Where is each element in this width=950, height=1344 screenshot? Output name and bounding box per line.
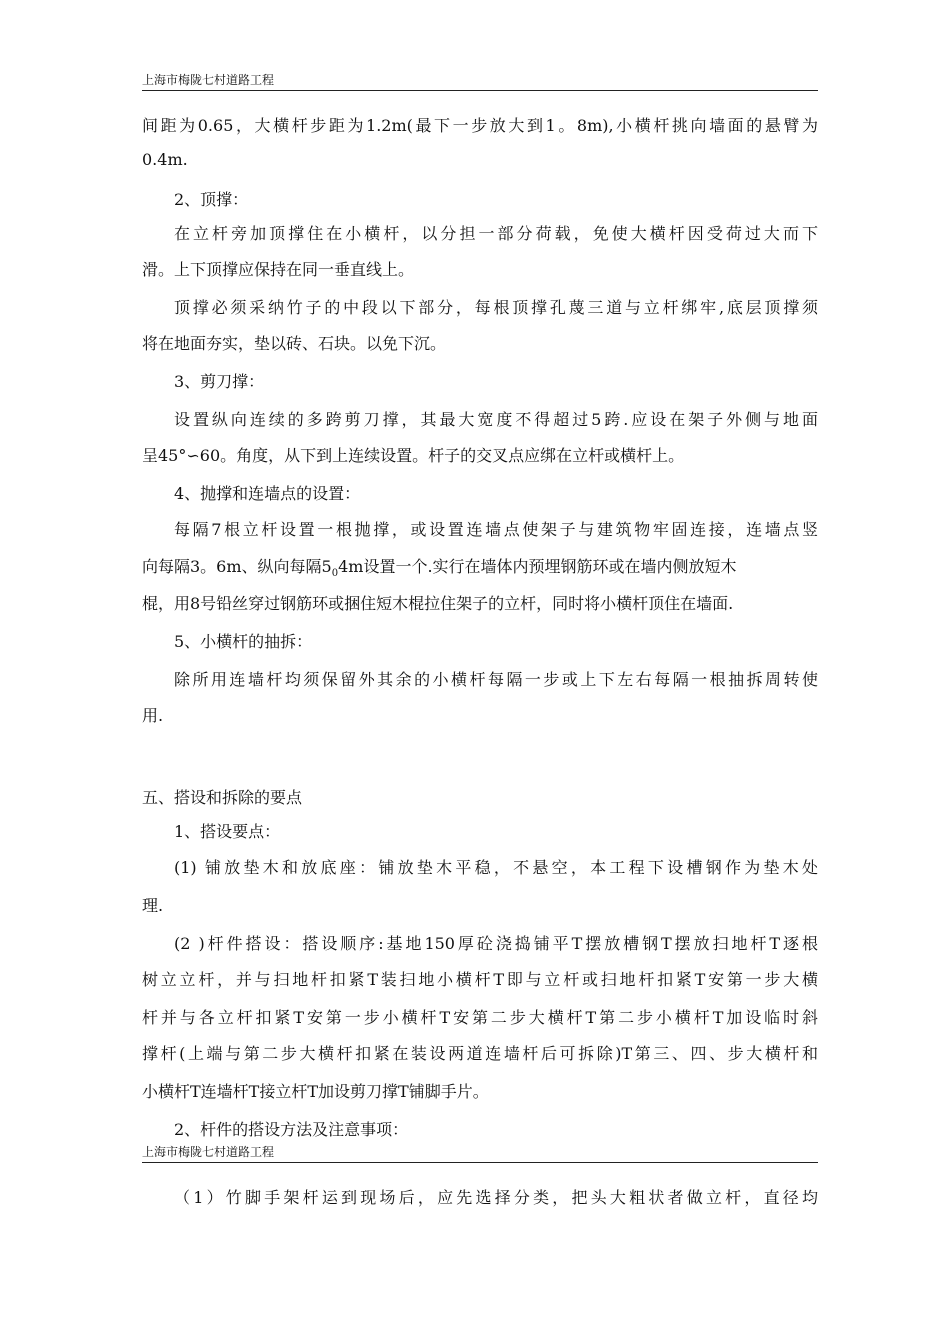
page-header <box>142 1144 818 1163</box>
section-heading: 2、顶撑： <box>174 190 249 209</box>
section-heading: 5、小横杆的抽拆： <box>174 632 313 651</box>
section-heading: 4、抛撑和连墙点的设置： <box>174 484 361 503</box>
paragraph-line: 除所用连墙杆均须保留外其余的小横杆每隔一步或上下左右每隔一根抽拆周转使 <box>174 670 818 689</box>
paragraph-line: (2 )杆件搭设：搭设顺序:基地150厚砼浇捣铺平T摆放槽钢T摆放扫地杆T逐根 <box>174 934 818 953</box>
paragraph-line: 滑。上下顶撑应保持在同一垂直线上。 <box>142 260 415 279</box>
page-header <box>142 72 818 91</box>
section-heading: 1、搭设要点： <box>174 822 281 841</box>
section-heading: 3、剪刀撑： <box>174 372 265 391</box>
header-text: 上海市梅陇七村道路工程 <box>142 73 275 87</box>
paragraph-line: 呈45°∽60。角度，从下到上连续设置。杆子的交叉点应绑在立杆或横杆上。 <box>142 446 685 465</box>
paragraph-line: 将在地面夯实，垫以砖、石块。以免下沉。 <box>142 334 447 353</box>
paragraph-line: 每隔7根立杆设置一根抛撑，或设置连墙点使架子与建筑物牢固连接，连墙点竖 <box>174 520 818 539</box>
paragraph-line: 0.4m. <box>142 150 188 169</box>
chapter-heading: 五、搭设和拆除的要点 <box>142 788 303 807</box>
line-segment: 向每隔3。6m、纵向每隔5 <box>142 557 332 576</box>
paragraph-line: （1）竹脚手架杆运到现场后，应先选择分类，把头大粗状者做立杆，直径均 <box>174 1188 818 1207</box>
paragraph-line: 顶撑必须采纳竹子的中段以下部分，每根顶撑孔蔑三道与立杆绑牢,底层顶撑须 <box>174 298 818 317</box>
paragraph-line: 小横杆T连墙杆T接立杆T加设剪刀撑T铺脚手片。 <box>142 1082 489 1101</box>
header-text: 上海市梅陇七村道路工程 <box>142 1145 275 1159</box>
paragraph-line: 在立杆旁加顶撑住在小横杆，以分担一部分荷载，免使大横杆因受荷过大而下 <box>174 224 818 243</box>
section-heading: 2、杆件的搭设方法及注意事项： <box>174 1120 409 1139</box>
paragraph-line: 间距为0.65，大横杆步距为1.2m(最下一步放大到1。8m),小横杆挑向墙面的悬臂为 <box>142 116 818 135</box>
paragraph-line: 设置纵向连续的多跨剪刀撑，其最大宽度不得超过5跨.应设在架子外侧与地面 <box>174 410 818 429</box>
paragraph-line <box>142 557 737 584</box>
subscript: 0 <box>331 568 339 580</box>
paragraph-line: 棍，用8号铅丝穿过钢筋环或捆住短木棍拉住架子的立杆，同时将小横杆顶住在墙面. <box>142 594 734 613</box>
paragraph-line: (1) 铺放垫木和放底座：铺放垫木平稳，不悬空，本工程下设槽钢作为垫木处 <box>174 858 818 877</box>
line-segment: 4m设置一个.实行在墙体内预埋钢筋环或在墙内侧放短木 <box>338 557 737 576</box>
paragraph-line: 理. <box>142 896 164 915</box>
paragraph-line: 用. <box>142 706 164 725</box>
paragraph-line: 撑杆(上端与第二步大横杆扣紧在装设两道连墙杆后可拆除)T第三、四、步大横杆和 <box>142 1044 818 1063</box>
paragraph-line: 树立立杆，并与扫地杆扣紧T装扫地小横杆T即与立杆或扫地杆扣紧T安第一步大横 <box>142 970 818 989</box>
paragraph-line: 杆并与各立杆扣紧T安第一步小横杆T安第二步大横杆T第二步小横杆T加设临时斜 <box>142 1008 818 1027</box>
